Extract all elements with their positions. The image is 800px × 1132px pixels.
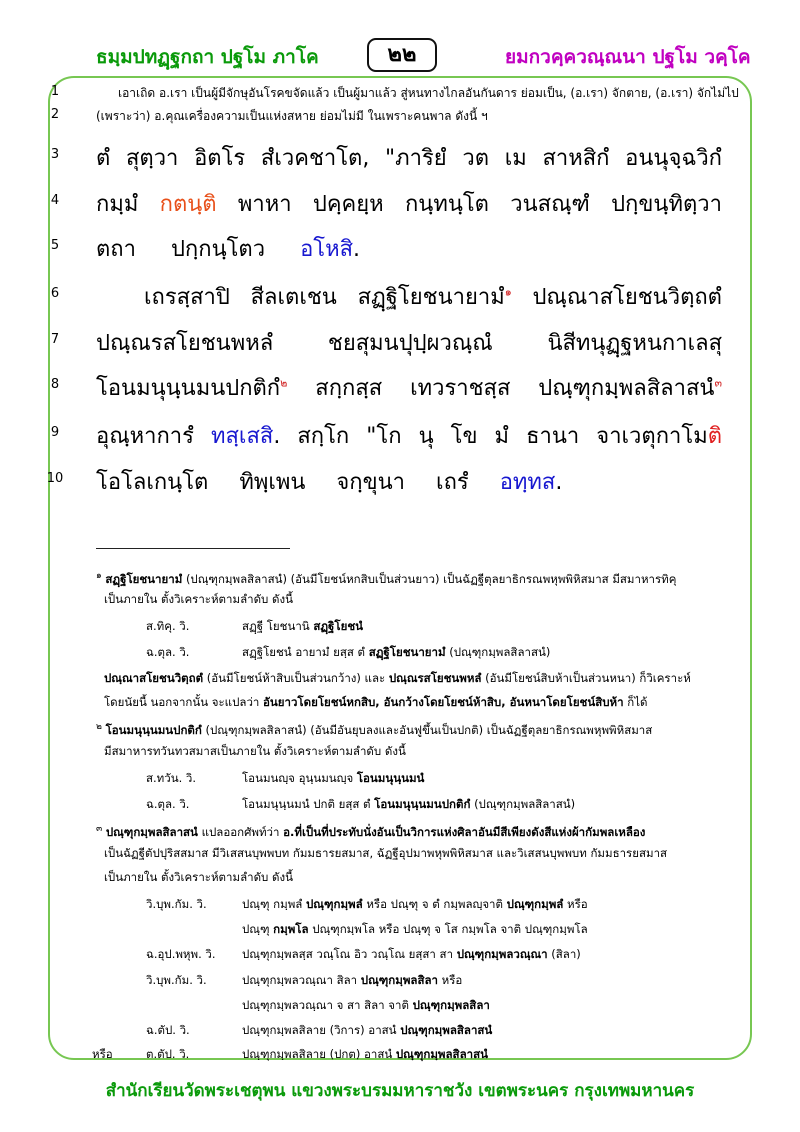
derivation-result: สฏฺฐิโยชนายามํ bbox=[368, 645, 446, 659]
footnote-mark: ๓ bbox=[714, 376, 722, 390]
pali-line-8 bbox=[96, 370, 722, 405]
pali-word: ตถา bbox=[96, 237, 136, 262]
pali-word: สํเวคชาโต, bbox=[260, 146, 370, 171]
pali-word: จกฺขุนา bbox=[336, 470, 406, 495]
pali-word: พาหา bbox=[237, 192, 292, 217]
footnote-text: (อันมีโยชน์ห้าสิบเป็นส่วนกว้าง) และ bbox=[206, 671, 386, 685]
footnote-term: ปณฺณรสโยชนพหลํ bbox=[388, 671, 482, 685]
footnote-3 bbox=[96, 821, 645, 842]
derivation-text: หรือ ปณฺฑุ จ ตํ กมฺพลญฺจาติ bbox=[366, 897, 503, 911]
pali-word: กนฺทนฺโต bbox=[404, 192, 489, 217]
derivation-label: วิ.บุพ.กัม. วิ. bbox=[146, 973, 207, 987]
derivation-text: โอนมนุนฺนมนํ ปกติ ยสฺส ตํ bbox=[242, 797, 371, 811]
header-book-title: ธมฺมปทฏฺฐกถา ปฐโม ภาโค bbox=[96, 46, 319, 68]
footnote-text: ก็ได้ bbox=[627, 695, 648, 709]
footnote-text: (อันมีโยชน์สิบห้าเป็นส่วนหนา) ก็วิเคราะห์ bbox=[485, 671, 691, 685]
derivation-row bbox=[242, 644, 550, 662]
line-number: 9 bbox=[50, 425, 60, 440]
footnote-term: อ.ที่เป็นที่ประทับนั่งอันเป็นวิการแห่งศิลาอันมีสีเพียงดังสีแห่งผ้ากัมพลเหลือง bbox=[283, 824, 646, 839]
pali-word: สุตฺวา bbox=[125, 146, 179, 171]
pali-word: กมฺมํ bbox=[96, 192, 139, 217]
or-word: หรือ bbox=[92, 1047, 113, 1061]
pali-word: นิสีทนุฏฺฐหนกาเลสุ bbox=[547, 331, 722, 356]
pali-word: เถรํ bbox=[436, 470, 469, 495]
derivation-text: หรือ bbox=[567, 897, 588, 911]
punctuation: . bbox=[353, 237, 361, 262]
footnote-1 bbox=[96, 568, 676, 589]
derivation-row bbox=[242, 770, 424, 788]
pali-word: ปณฺณาสโยชนวิตฺถตํ bbox=[532, 285, 722, 310]
pali-word: ชยสุมนปุปฺผวณฺณํ bbox=[327, 331, 493, 356]
derivation-text: ปณฺฑุ กมฺพลํ bbox=[242, 897, 303, 911]
derivation-result: โอนมนุนฺนมนปกติกํ bbox=[374, 797, 471, 811]
highlighted-word: กตนฺติ bbox=[159, 192, 217, 217]
derivation-result: สฏฺฐิโยชนํ bbox=[313, 619, 363, 633]
line-number: 7 bbox=[50, 332, 60, 347]
footnote-term: สฏฺฐิโยชนายามํ bbox=[105, 571, 183, 586]
pali-word: ปกฺกนฺโตว bbox=[170, 237, 266, 262]
pali-word: เถรสฺสาปิ bbox=[144, 285, 230, 310]
derivation-text: ปณฺฑุกมฺพโล หรือ ปณฺฑุ จ โส กมฺพโล จาติ ปณฺฑุกมฺพโล bbox=[312, 922, 588, 936]
pali-word: สีลเตเชน bbox=[250, 285, 337, 310]
line-number: 4 bbox=[50, 193, 60, 208]
verb-word: อทฺทส bbox=[499, 470, 556, 495]
pali-line-10 bbox=[96, 464, 722, 499]
derivation-row bbox=[242, 796, 575, 814]
line-number: 2 bbox=[50, 107, 60, 122]
pali-word bbox=[96, 370, 287, 405]
footnote-text: เป็นฉัฏฐีตัปปุริสสมาส มีวิเสสนบุพพบท กัมมธารยสมาส, ฉัฏฐีอุปมาพหุพพิหิสมาส และวิเสสนบุพพบท กัมมธารยสมาส bbox=[104, 846, 668, 860]
derivation-text: ปณฺฑุกมฺพลสิลาย (ปกต) อาสนํ bbox=[242, 1047, 393, 1061]
footnote-term: อันยาวโดยโยชน์หกสิบ, อันกว้างโดยโยชน์ห้าสิบ, อันหนาโดยโยชน์สิบห้า bbox=[263, 695, 624, 709]
page-number-box: ๒๒ bbox=[367, 38, 437, 72]
verb-word: อโหสิ bbox=[300, 237, 354, 262]
pali-word-text: ปณฺฑุกมฺพลสิลาสนํ bbox=[538, 376, 715, 401]
pali-word: มํ bbox=[494, 424, 510, 449]
derivation-label: ฉ.ตุล. วิ. bbox=[146, 797, 190, 811]
pali-word: โข bbox=[450, 424, 478, 449]
pali-word: อุณฺหาการํ bbox=[96, 424, 194, 449]
header-chapter-title: ยมกวคฺควณฺณนา ปฐโม วคฺโค bbox=[505, 46, 751, 68]
translation-line-1: เอาเถิด อ.เรา เป็นผู้มีจักษุอันโรคขจัดแล้ว เป็นผู้มาแล้ว สู่หนทางไกลอันกันดาร ย่อมเป็น, (อ.เรา) จักตาย, (อ.เรา) จักไม่ไป bbox=[118, 86, 739, 100]
derivation-text: หรือ bbox=[441, 973, 463, 987]
pali-word: เทวราชสฺส bbox=[410, 376, 511, 401]
derivation-text: (สิลา) bbox=[551, 947, 581, 961]
pali-word: วต bbox=[462, 146, 490, 171]
derivation-row bbox=[242, 972, 462, 990]
pali-word: ตํ bbox=[96, 146, 111, 171]
translation-line-2: (เพราะว่า) อ.คุณเครื่องความเป็นแห่งสหาย ย่อมไม่มี ในเพราะคนพาล ดังนี้ ฯ bbox=[96, 109, 488, 123]
pali-word: โอโลเกนฺโต bbox=[96, 470, 209, 495]
footnote-mark: ๑ bbox=[96, 571, 102, 581]
derivation-label: ฉ.ตุล. วิ. bbox=[146, 645, 190, 659]
derivation-result: ปณฺฑุกมฺพลํ bbox=[506, 897, 564, 911]
pali-word: อนนุจฺฉวิกํ bbox=[625, 146, 722, 171]
pali-line-7 bbox=[96, 325, 722, 360]
derivation-row bbox=[242, 1046, 488, 1064]
derivation-result: ปณฺฑุกมฺพลสิลา bbox=[360, 973, 438, 987]
pali-word: ปณฺณรสโยชนพหลํ bbox=[96, 331, 274, 356]
derivation-text: ปณฺฑุกมฺพลสฺส วณฺโณ อิว วณฺโณ ยสฺสา สา bbox=[242, 947, 454, 961]
pali-line-4 bbox=[96, 186, 722, 221]
footnote-text: มีสมาหารทวันทวสมาสเป็นภายใน ตั้งวิเคราะห์ตามลำดับ ดังนี้ bbox=[104, 744, 406, 758]
footnote-text: (ปณฺฑุกมฺพลสิลาสนํ) (อันมีอันยุบลงและอันฟูขึ้นเป็นปกติ) เป็นฉัฏฐีตุลยาธิกรณพหุพพิหิสมาส bbox=[205, 722, 653, 737]
highlighted-word: ติ bbox=[707, 424, 722, 449]
footnote-text: (ปณฺฑุกมฺพลสิลาสนํ) (อันมีโยชน์หกสิบเป็นส่วนยาว) เป็นฉัฏฐีตุลยาธิกรณพหุพพิหิสมาส มีสมาหารทิคุ bbox=[185, 571, 677, 586]
derivation-result: ปณฺฑุกมฺพลสิลาสนํ bbox=[395, 1047, 488, 1061]
derivation-result: โอนมนุนฺนมนํ bbox=[356, 771, 425, 785]
derivation-row bbox=[242, 997, 490, 1015]
footnote-paragraph bbox=[104, 694, 647, 712]
pali-word: สกฺกสฺส bbox=[315, 376, 383, 401]
derivation-text: สฏฺฐี โยชนานิ bbox=[242, 619, 310, 633]
pali-word: ปกฺขนฺทิตฺวา bbox=[611, 192, 722, 217]
derivation-result: ปณฺฑุกมฺพลสิลา bbox=[412, 998, 490, 1012]
line-number: 5 bbox=[50, 238, 60, 253]
pali-line-9 bbox=[96, 418, 722, 453]
punctuation: . bbox=[555, 470, 563, 495]
derivation-label: ส.ทิคุ. วิ. bbox=[146, 619, 190, 633]
footnote-term: ปณฺณาสโยชนวิตฺถตํ bbox=[104, 671, 204, 685]
pali-line-5 bbox=[96, 231, 722, 266]
footnote-text: แปลออกศัพท์ว่า bbox=[201, 824, 280, 839]
derivation-row bbox=[242, 618, 363, 636]
pali-word bbox=[596, 418, 722, 453]
pali-word: เม bbox=[504, 146, 527, 171]
pali-line-6 bbox=[144, 279, 722, 314]
footnote-term: ปณฺฑุกมฺพลสิลาสนํ bbox=[105, 824, 198, 839]
derivation-text: ปณฺฑุกมฺพลวณฺณา สิลา bbox=[242, 973, 358, 987]
footnote-text: เป็นภายใน ตั้งวิเคราะห์ตามลำดับ ดังนี้ bbox=[104, 592, 293, 606]
punctuation: . bbox=[273, 424, 281, 449]
pali-word: "โก bbox=[366, 424, 402, 449]
derivation-text: ปณฺฑุกมฺพลวณฺณา จ สา สิลา จาติ bbox=[242, 998, 409, 1012]
derivation-label: ฉ.อุป.พหุพ. วิ. bbox=[146, 947, 216, 961]
derivation-text: โอนมนญฺจ อุนฺนมนญฺจ bbox=[242, 771, 354, 785]
verb-word: ทสฺเสสิ bbox=[211, 424, 274, 449]
derivation-label: ฉ.ตัป. วิ. bbox=[146, 1023, 190, 1037]
footnote-mark: ๓ bbox=[96, 824, 103, 834]
derivation-result: กมฺพโล bbox=[273, 922, 309, 936]
line-number: 10 bbox=[46, 471, 64, 486]
line-number: 8 bbox=[50, 377, 60, 392]
footnote-paragraph bbox=[104, 670, 691, 688]
pali-line-3 bbox=[96, 140, 722, 175]
pali-word bbox=[211, 418, 280, 453]
pali-word-text: จาเวตุกาโม bbox=[596, 424, 708, 449]
derivation-result: ปณฺฑุกมฺพลสิลาสนํ bbox=[400, 1023, 493, 1037]
footnote-term: โอนมนุนฺนมนปกติกํ bbox=[105, 722, 202, 737]
line-number: 1 bbox=[50, 84, 60, 99]
pali-word: ธานา bbox=[526, 424, 580, 449]
pali-word-text: สฏฺฐิโยชนายามํ bbox=[357, 285, 505, 310]
pali-word: ปคฺคยฺห bbox=[312, 192, 384, 217]
footnote-mark: ๒ bbox=[280, 376, 288, 390]
derivation-text: (ปณฺฑุกมฺพลสิลาสนํ) bbox=[474, 797, 576, 811]
pali-word: อิตโร bbox=[194, 146, 246, 171]
derivation-result: ปณฺฑุกมฺพลวณฺณา bbox=[456, 947, 548, 961]
derivation-label: วิ.บุพ.กัม. วิ. bbox=[146, 897, 207, 911]
derivation-row bbox=[242, 1022, 492, 1040]
derivation-text: (ปณฺฑุกมฺพลสิลาสนํ) bbox=[449, 645, 551, 659]
derivation-row bbox=[242, 921, 588, 939]
derivation-text: สฏฺฐิโยชนํ อายามํ ยสฺส ตํ bbox=[242, 645, 366, 659]
page-footer: สำนักเรียนวัดพระเชตุพน แขวงพระบรมมหาราชวัง เขตพระนคร กรุงเทพมหานคร bbox=[105, 1081, 695, 1101]
pali-word: วนสณฺฑํ bbox=[510, 192, 590, 217]
pali-word: สกฺโก bbox=[297, 424, 350, 449]
pali-word: ทิพฺเพน bbox=[239, 470, 306, 495]
derivation-label: ส.ทวัน. วิ. bbox=[146, 771, 196, 785]
line-number: 6 bbox=[50, 286, 60, 301]
footnote-divider bbox=[96, 548, 290, 549]
derivation-text: ปณฺฑุกมฺพลสิลาย (วิการ) อาสนํ bbox=[242, 1023, 397, 1037]
footnote-2 bbox=[96, 719, 652, 740]
footnote-text: เป็นภายใน ตั้งวิเคราะห์ตามลำดับ ดังนี้ bbox=[104, 870, 293, 884]
pali-word bbox=[538, 370, 722, 405]
derivation-row bbox=[242, 946, 581, 964]
pali-word bbox=[358, 279, 512, 314]
footnote-text: โดยนัยนี้ นอกจากนั้น จะแปลว่า bbox=[104, 695, 260, 709]
derivation-result: ปณฺฑุกมฺพลํ bbox=[306, 897, 363, 911]
pali-word: สาหสิกํ bbox=[542, 146, 610, 171]
pali-word-text: โอนมนุนฺนมนปกติกํ bbox=[96, 376, 281, 401]
line-number: 3 bbox=[50, 147, 60, 162]
pali-word: "ภาริยํ bbox=[385, 146, 447, 171]
derivation-text: ปณฺฑุ bbox=[242, 922, 270, 936]
pali-word: นุ bbox=[418, 424, 434, 449]
footnote-mark: ๒ bbox=[96, 722, 102, 732]
derivation-row bbox=[242, 896, 588, 914]
footnote-mark: ๑ bbox=[504, 285, 512, 299]
derivation-label: ต.ตัป. วิ. bbox=[146, 1047, 190, 1061]
